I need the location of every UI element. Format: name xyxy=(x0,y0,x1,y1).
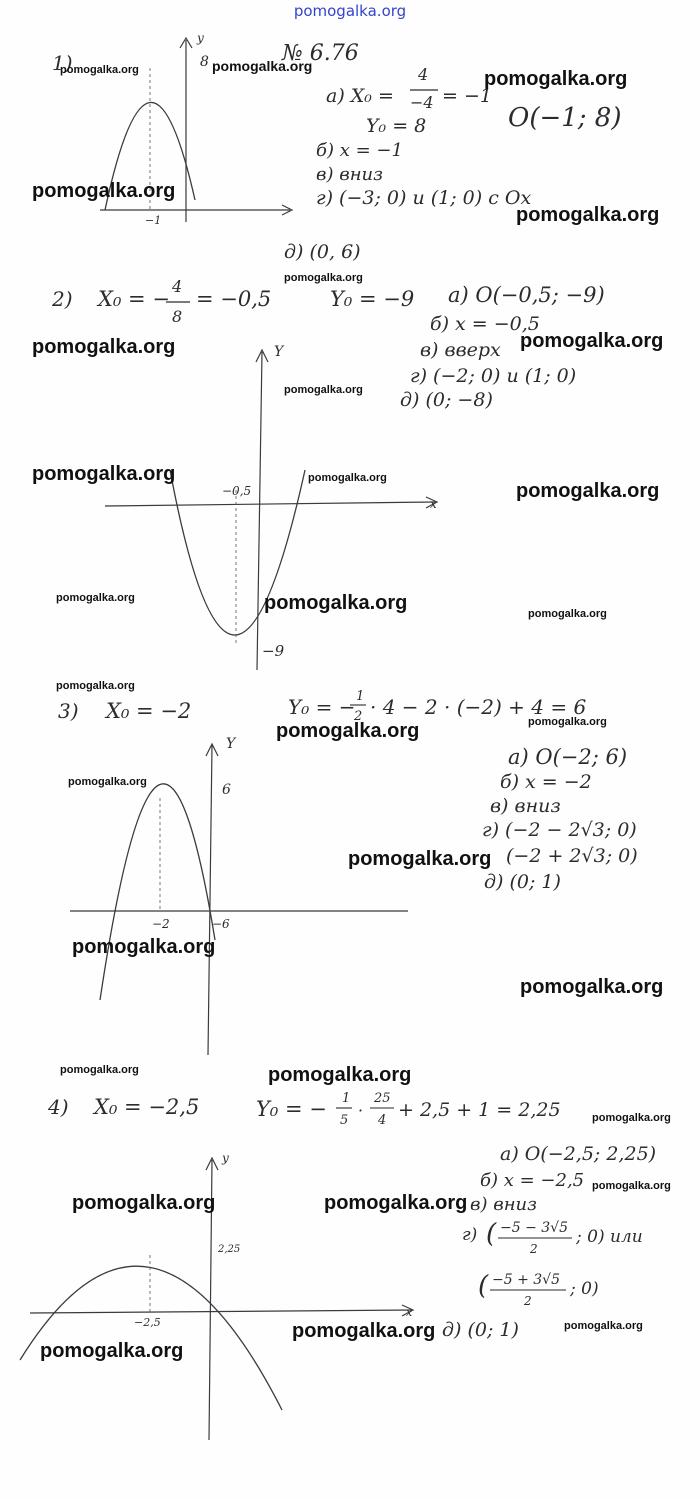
p3-g2: (−2 + 2√3; 0) xyxy=(506,845,638,867)
p3-number: 3) xyxy=(58,699,79,723)
watermark: pomogalka.org xyxy=(564,1320,643,1332)
p4-a: а) O(−2,5; 2,25) xyxy=(500,1143,657,1165)
p2-number: 2) xyxy=(52,287,73,311)
p1-a-line2: Y₀ = 8 xyxy=(366,115,427,137)
p2-x0: X₀ = − xyxy=(98,287,170,311)
p2-d: д) (0; −8) xyxy=(400,389,493,411)
p4-axis-x-label: x xyxy=(406,1306,413,1319)
watermark: pomogalka.org xyxy=(60,64,139,76)
watermark: pomogalka.org xyxy=(212,58,313,74)
watermark: pomogalka.org xyxy=(292,1320,436,1342)
p2-axis-x-label: x xyxy=(430,497,437,511)
problem-number: № 6.76 xyxy=(282,41,359,66)
p3-y0-lead: Y₀ = − xyxy=(288,695,356,719)
watermark: pomogalka.org xyxy=(324,1192,468,1214)
watermark: pomogalka.org xyxy=(72,936,216,958)
p1-a-line1-rest: = −1 xyxy=(442,85,492,107)
p1-a-line1: а) X₀ = xyxy=(326,85,394,107)
p4-d: д) (0; 1) xyxy=(442,1319,519,1341)
watermark: pomogalka.org xyxy=(528,608,607,620)
p4-x-axis xyxy=(30,1310,412,1313)
p4-number: 4) xyxy=(48,1095,69,1119)
p1-g: г) (−3; 0) и (1; 0) с Ox xyxy=(316,187,532,209)
watermark: pomogalka.org xyxy=(516,204,660,226)
p4-b: б) x = −2,5 xyxy=(480,1170,585,1191)
p3-tick-minus6: −6 xyxy=(212,917,230,931)
p4-parabola xyxy=(20,1266,282,1410)
watermark: pomogalka.org xyxy=(72,1192,216,1214)
p1-b: б) x = −1 xyxy=(316,140,403,161)
p4-y0-rest: + 2,5 + 1 = 2,25 xyxy=(398,1099,561,1121)
p3-y0-rest: · 4 − 2 · (−2) + 4 = 6 xyxy=(370,695,587,719)
p1-number: 1) xyxy=(52,51,73,75)
watermark: pomogalka.org xyxy=(32,463,176,485)
p2-a: а) O(−0,5; −9) xyxy=(448,283,605,307)
p3-axis-y-label: Y xyxy=(226,736,236,752)
p2-frac-den: 8 xyxy=(172,307,183,326)
p3-tick-minus2: −2 xyxy=(152,917,170,931)
watermark: pomogalka.org xyxy=(264,592,408,614)
watermark: pomogalka.org xyxy=(268,1064,412,1086)
p2-g: г) (−2; 0) и (1; 0) xyxy=(410,365,577,387)
p3-b: б) x = −2 xyxy=(500,771,592,793)
p2-b: б) x = −0,5 xyxy=(430,313,540,335)
p2-frac-num: 4 xyxy=(172,277,183,296)
watermark: pomogalka.org xyxy=(284,272,363,284)
watermark: pomogalka.org xyxy=(520,330,664,352)
watermark: pomogalka.org xyxy=(348,848,492,870)
watermark: pomogalka.org xyxy=(284,384,363,396)
p4-g2-num: −5 + 3√5 xyxy=(492,1272,561,1288)
p3-v: в) вниз xyxy=(490,795,561,817)
p4-tick-minus25: −2,5 xyxy=(134,1316,161,1329)
p1-a-frac-den: −4 xyxy=(410,93,434,112)
p4-y0-frac1-num: 1 xyxy=(342,1091,351,1106)
p2-y-axis xyxy=(257,352,262,670)
p3-parabola xyxy=(100,784,215,1000)
watermark: pomogalka.org xyxy=(32,180,176,202)
p1-a-frac-num: 4 xyxy=(418,65,429,84)
p1-v: в) вниз xyxy=(316,164,383,185)
watermark: pomogalka.org xyxy=(68,776,147,788)
site-header-link[interactable]: pomogalka.org xyxy=(293,2,407,20)
p4-g1-den: 2 xyxy=(530,1242,538,1256)
p1-tick-8: 8 xyxy=(200,54,209,70)
p4-g2-rest: ; 0) xyxy=(570,1279,599,1299)
p4-y0-lead: Y₀ = − xyxy=(256,1097,327,1121)
watermark: pomogalka.org xyxy=(308,472,387,484)
watermark: pomogalka.org xyxy=(60,1064,139,1076)
watermark: pomogalka.org xyxy=(56,592,135,604)
p3-y0-frac-den: 2 xyxy=(354,709,363,724)
p2-axis-y-label: Y xyxy=(274,344,284,360)
p3-d: д) (0; 1) xyxy=(484,871,561,893)
p4-x0: X₀ = −2,5 xyxy=(94,1095,200,1119)
watermark: pomogalka.org xyxy=(592,1112,671,1124)
p2-x0-rest: = −0,5 xyxy=(196,287,272,311)
watermark: pomogalka.org xyxy=(592,1180,671,1192)
p4-y0-frac1-den: 5 xyxy=(340,1113,349,1128)
watermark: pomogalka.org xyxy=(484,68,628,90)
watermark: pomogalka.org xyxy=(56,680,135,692)
p3-y0-frac-num: 1 xyxy=(356,689,365,704)
p1-vertex: O(−1; 8) xyxy=(508,103,622,133)
p1-axis-y-label: y xyxy=(197,31,204,45)
watermark: pomogalka.org xyxy=(528,716,607,728)
watermark: pomogalka.org xyxy=(32,336,176,358)
p4-axis-y-label: y xyxy=(222,1151,229,1165)
p4-y0-dot: · xyxy=(358,1101,364,1120)
p4-y0-frac2-num: 25 xyxy=(374,1091,391,1106)
p2-tick-minus05: −0,5 xyxy=(222,484,252,498)
p2-x-axis xyxy=(105,502,435,506)
p4-g2-open: ( xyxy=(478,1271,489,1301)
p4-tick-225: 2,25 xyxy=(218,1244,241,1255)
p2-tick-minus9: −9 xyxy=(262,642,285,660)
p4-g1-open: ( xyxy=(486,1219,497,1249)
p3-tick-6: 6 xyxy=(222,782,231,798)
p4-g1-rest: ; 0) или xyxy=(576,1227,643,1247)
p2-v: в) вверх xyxy=(420,339,501,361)
p2-graph xyxy=(105,344,437,670)
p4-g2-den: 2 xyxy=(524,1294,532,1308)
p4-v: в) вниз xyxy=(470,1194,537,1215)
p3-x0: X₀ = −2 xyxy=(106,699,192,723)
p3-a: а) O(−2; 6) xyxy=(508,745,628,769)
p2-y0: Y₀ = −9 xyxy=(330,287,415,311)
watermark: pomogalka.org xyxy=(276,720,420,742)
watermark: pomogalka.org xyxy=(516,480,660,502)
p3-g1: г) (−2 − 2√3; 0) xyxy=(482,819,637,841)
watermark: pomogalka.org xyxy=(520,976,664,998)
watermark: pomogalka.org xyxy=(40,1340,184,1362)
p1-d: д) (0, 6) xyxy=(284,241,361,263)
p1-tick-minus1: −1 xyxy=(145,214,162,227)
p4-y0-frac2-den: 4 xyxy=(378,1113,387,1128)
p4-g1-num: −5 − 3√5 xyxy=(500,1220,569,1236)
p4-g1-lead: г) xyxy=(462,1225,478,1245)
